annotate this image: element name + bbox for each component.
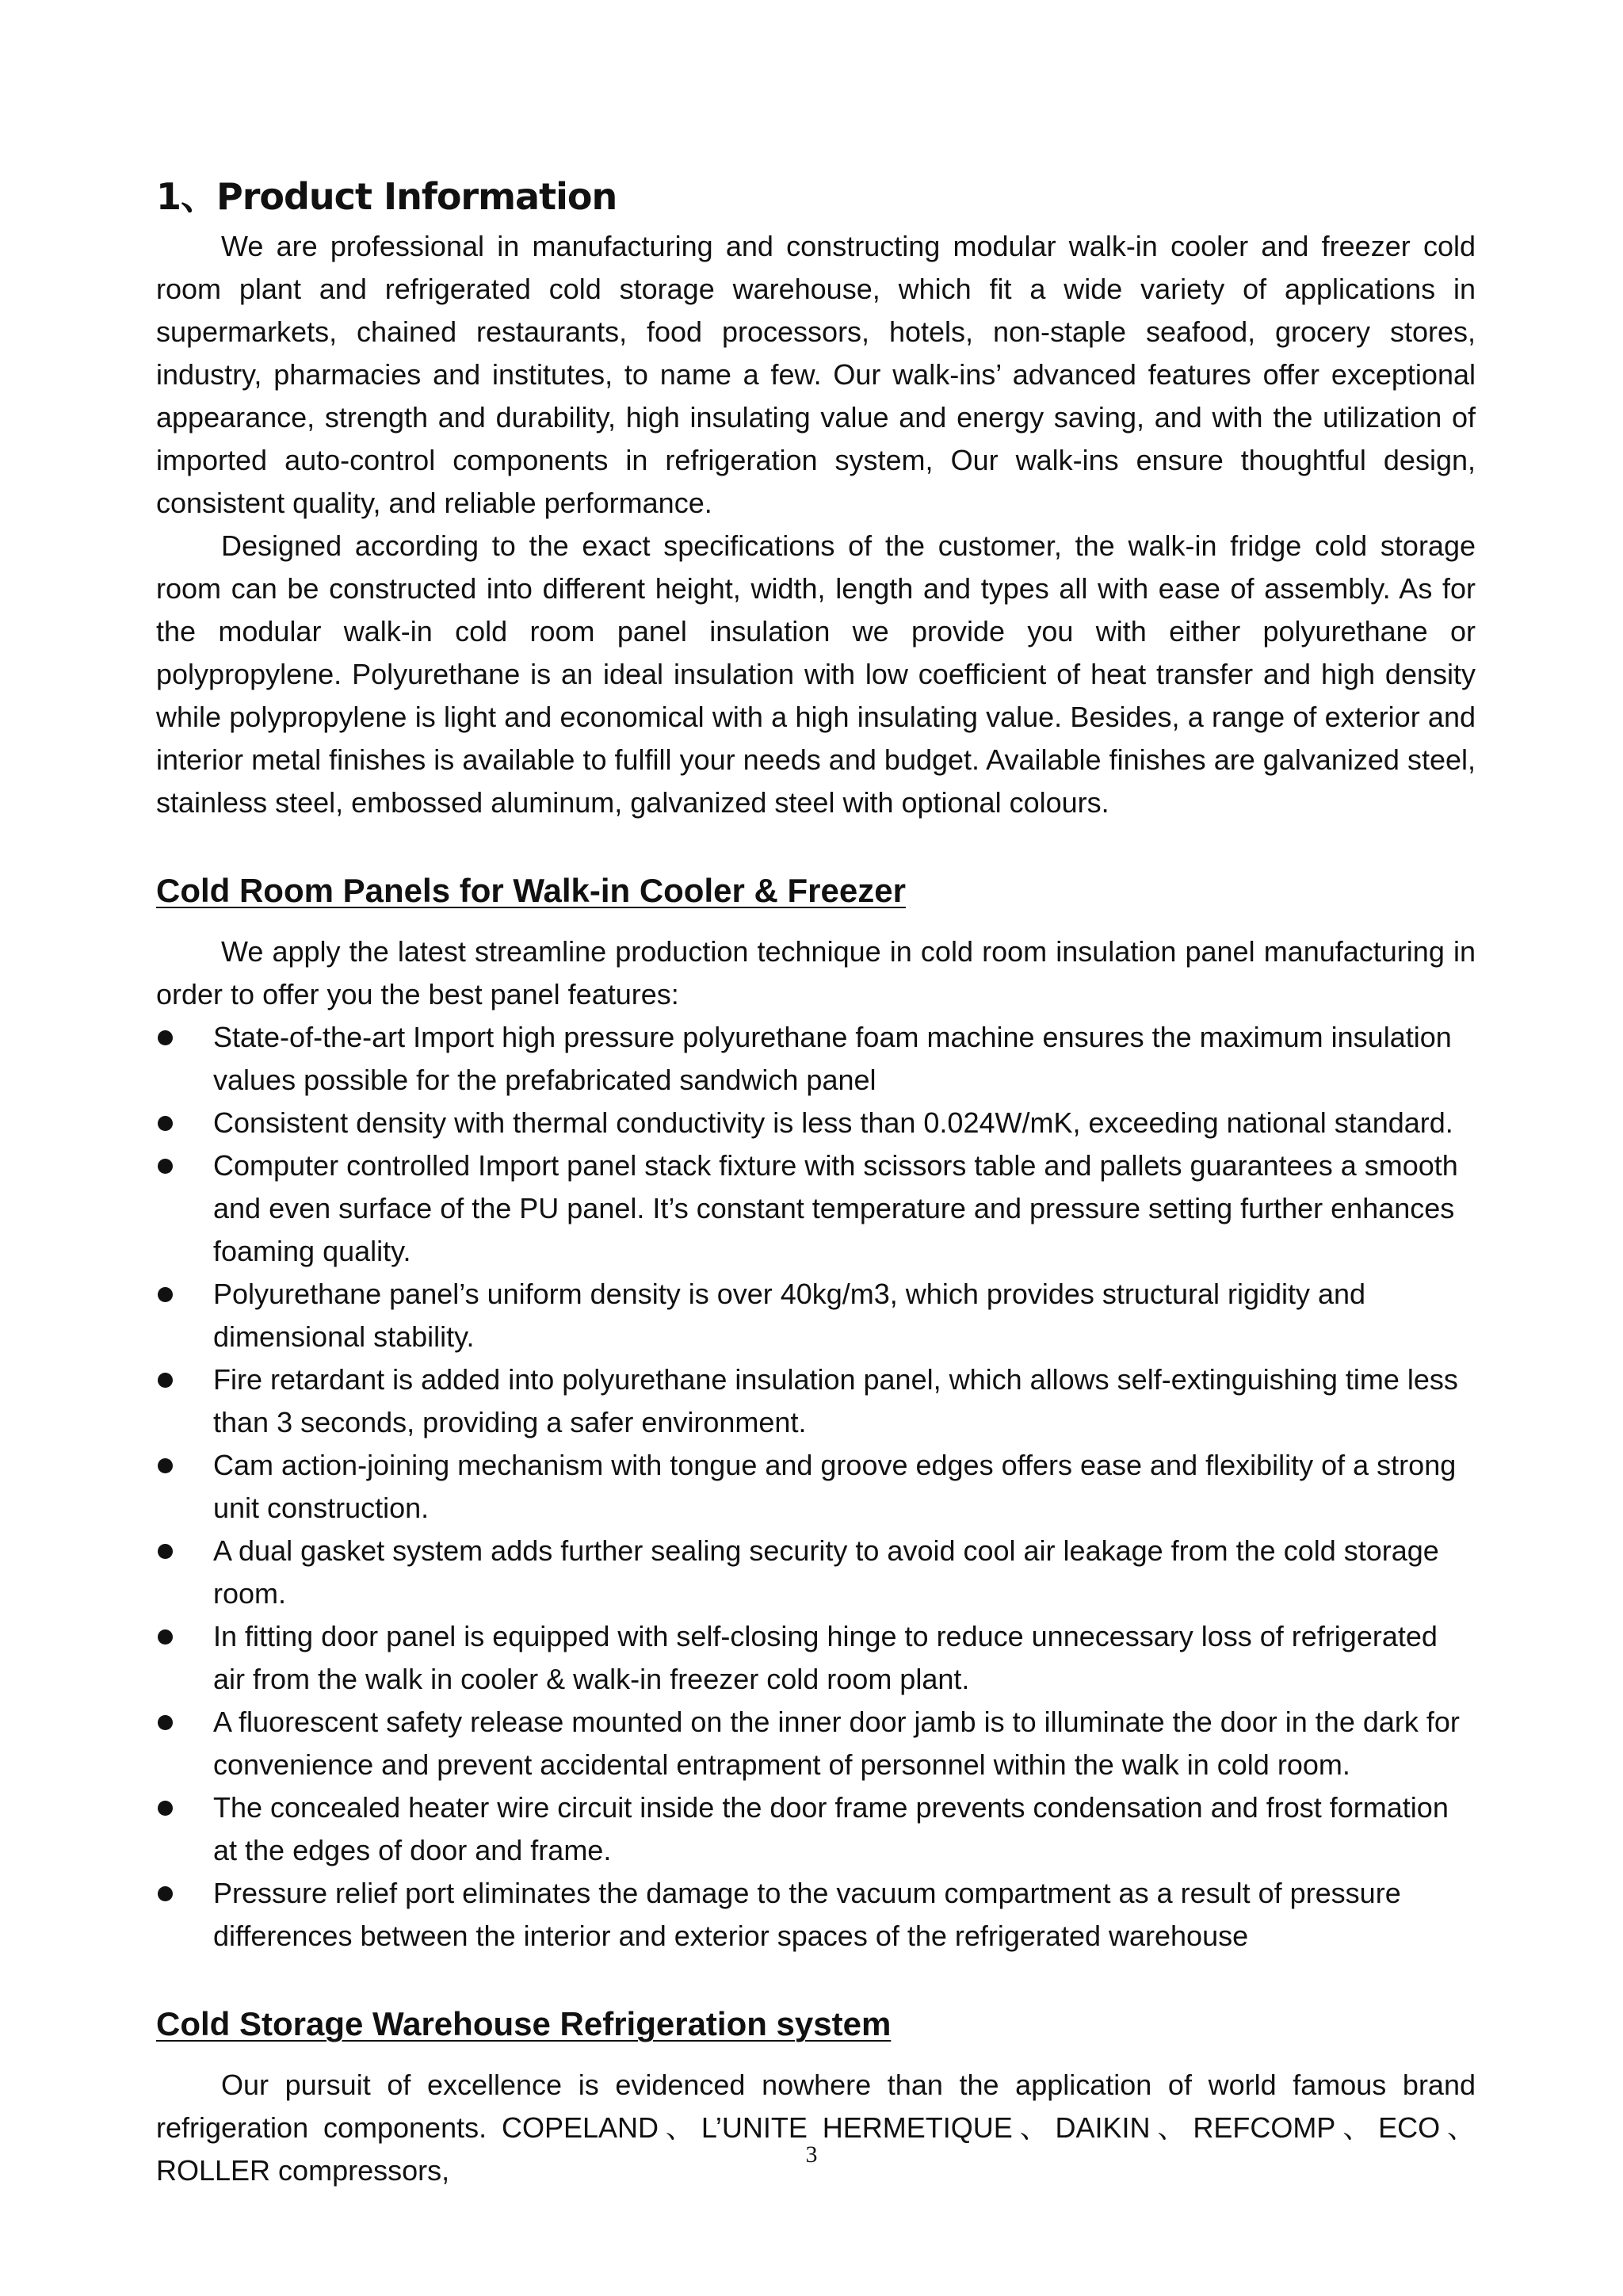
list-item: A fluorescent safety release mounted on the inner door jamb is to illuminate the door in the dark for convenience and prevent accidental entrapment of personnel within the walk in cold room. <box>156 1701 1476 1786</box>
panels-intro: We apply the latest streamline production technique in cold room insulation panel manufacturing in order to offer you the best panel features: <box>156 935 1476 1010</box>
bullet-icon <box>158 1544 173 1559</box>
bullet-icon <box>158 1458 173 1473</box>
bullet-icon <box>158 1886 173 1901</box>
bullet-icon <box>158 1715 173 1730</box>
list-item: Cam action-joining mechanism with tongue and groove edges offers ease and flexibility of a strong unit construction. <box>156 1444 1476 1530</box>
list-item: Computer controlled Import panel stack fixture with scissors table and pallets guarantees a smooth and even surface of the PU panel. It’s constant temperature and pressure setting further enhances foaming quality. <box>156 1144 1476 1273</box>
bullet-icon <box>158 1287 173 1302</box>
list-item: A dual gasket system adds further sealing security to avoid cool air leakage from the cold storage room. <box>156 1530 1476 1615</box>
panels-heading: Cold Room Panels for Walk-in Cooler & Freezer <box>156 872 906 909</box>
section-title: 1、Product Information <box>156 175 617 218</box>
bullet-icon <box>158 1159 173 1174</box>
list-item: In fitting door panel is equipped with self-closing hinge to reduce unnecessary loss of refrigerated air from the walk in cooler & walk-in freezer cold room plant. <box>156 1615 1476 1701</box>
intro-paragraph-1: We are professional in manufacturing and constructing modular walk-in cooler and freezer cold room plant and refrigerated cold storage warehouse, which fit a wide variety of applications in supermarkets, chained restaurants, food processors, hotels, non-staple seafood, grocery stores, industry, pharmacies and institutes, to name a few. Our walk-ins’ advanced features offer exceptional appearance, strength and durability, high insulating value and energy saving, and with the utilization of imported auto-control components in refrigeration system, Our walk-ins ensure thoughtful design, consistent quality, and reliable performance. <box>156 230 1476 519</box>
list-item: Polyurethane panel’s uniform density is over 40kg/m3, which provides structural rigidity and dimensional stability. <box>156 1273 1476 1358</box>
refrigeration-intro: Our pursuit of excellence is evidenced nowhere than the application of world famous brand refrigeration components. COPELAND、L’UNITE HERMETIQUE、DAIKIN、REFCOMP、ECO、ROLLER compressors, <box>156 2069 1476 2187</box>
panel-features-list <box>156 1016 1476 1958</box>
list-item: Consistent density with thermal conductivity is less than 0.024W/mK, exceeding national standard. <box>156 1102 1476 1144</box>
bullet-icon <box>158 1629 173 1645</box>
bullet-icon <box>158 1030 173 1045</box>
intro-paragraph-2: Designed according to the exact specifications of the customer, the walk-in fridge cold storage room can be constructed into different height, width, length and types all with ease of assembly. As for the modular walk-in cold room panel insulation we provide you with either polyurethane or polypropylene. Polyurethane is an ideal insulation with low coefficient of heat transfer and high density while polypropylene is light and economical with a high insulating value. Besides, a range of exterior and interior metal finishes is available to fulfill your needs and budget. Available finishes are galvanized steel, stainless steel, embossed aluminum, galvanized steel with optional colours. <box>156 529 1476 819</box>
page-number: 3 <box>805 2141 818 2168</box>
bullet-icon <box>158 1116 173 1131</box>
list-item: The concealed heater wire circuit inside the door frame prevents condensation and frost formation at the edges of door and frame. <box>156 1786 1476 1872</box>
bullet-icon <box>158 1373 173 1388</box>
list-item: Pressure relief port eliminates the damage to the vacuum compartment as a result of pressure differences between the interior and exterior spaces of the refrigerated warehouse <box>156 1872 1476 1958</box>
page-content <box>156 173 1476 2192</box>
list-item: State-of-the-art Import high pressure polyurethane foam machine ensures the maximum insulation values possible for the prefabricated sandwich panel <box>156 1016 1476 1102</box>
list-item: Fire retardant is added into polyurethane insulation panel, which allows self-extinguishing time less than 3 seconds, providing a safer environment. <box>156 1358 1476 1444</box>
bullet-icon <box>158 1801 173 1816</box>
refrigeration-heading: Cold Storage Warehouse Refrigeration system <box>156 2005 892 2042</box>
